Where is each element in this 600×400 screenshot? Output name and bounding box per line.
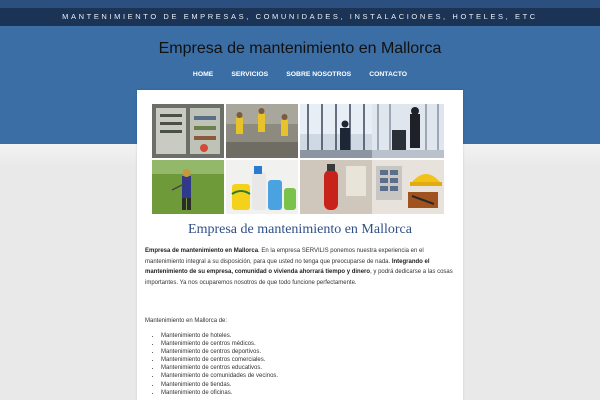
- gardener-photo: [152, 160, 224, 214]
- intro-paragraph: [145, 246, 455, 288]
- main-nav: [0, 70, 600, 80]
- intro-text-2: , y podrá dedicarse a las cosas importantes. Ya nos ocuparemos nosotros de que todo funcione perfectamente.: [145, 269, 453, 286]
- top-bar: [0, 0, 600, 8]
- cleaning-staff-photo: [372, 104, 444, 158]
- cleaning-products-photo: [226, 160, 298, 214]
- photo-gallery: [152, 104, 444, 214]
- list-item: • Mantenimiento de centros médicos.: [161, 340, 278, 348]
- electrical-panel-photo: [152, 104, 224, 158]
- fire-extinguisher-photo: [300, 160, 372, 214]
- services-list-intro: Mantenimiento en Mallorca de:: [145, 318, 228, 324]
- site-title[interactable]: Empresa de mantenimiento en Mallorca: [158, 40, 442, 57]
- list-item: • Mantenimiento de hoteles.: [161, 332, 278, 340]
- tools-helmet-photo: [372, 160, 444, 214]
- nav-sobre-nosotros[interactable]: SOBRE NOSOTROS: [286, 71, 352, 78]
- nav-servicios[interactable]: SERVICIOS: [231, 71, 269, 78]
- list-item: • Mantenimiento de centros educativos.: [161, 364, 278, 372]
- workers-painting-photo: [226, 104, 298, 158]
- window-cleaning-photo: [300, 104, 372, 158]
- tagline: MANTENIMIENTO DE EMPRESAS, COMUNIDADES, INSTALACIONES, HOTELES, ETC: [0, 8, 600, 26]
- intro-bold-2: Integrando el mantenimiento de su empresa, comunidad o vivienda ahorrará tiempo y dinero: [145, 258, 430, 275]
- nav-contacto[interactable]: CONTACTO: [369, 71, 408, 78]
- services-list: [151, 332, 278, 397]
- list-item: • Mantenimiento de centros comerciales.: [161, 356, 278, 364]
- list-item: • Mantenimiento de comunidades de vecinos.: [161, 372, 278, 380]
- content-card: [137, 90, 463, 400]
- list-item: • Mantenimiento de oficinas.: [161, 389, 278, 397]
- list-item: • Mantenimiento de tiendas.: [161, 381, 278, 389]
- intro-text-1: . En la empresa SERVILIS ponemos nuestra experiencia en el mantenimiento integral a su disposición, para que usted no tenga que preocuparse de nada.: [145, 248, 424, 265]
- page-heading: Empresa de mantenimiento en Mallorca: [188, 222, 412, 237]
- intro-bold-1: Empresa de mantenimiento en Mallorca: [145, 248, 259, 254]
- nav-home[interactable]: HOME: [192, 71, 214, 78]
- list-item: • Mantenimiento de centros deportivos.: [161, 348, 278, 356]
